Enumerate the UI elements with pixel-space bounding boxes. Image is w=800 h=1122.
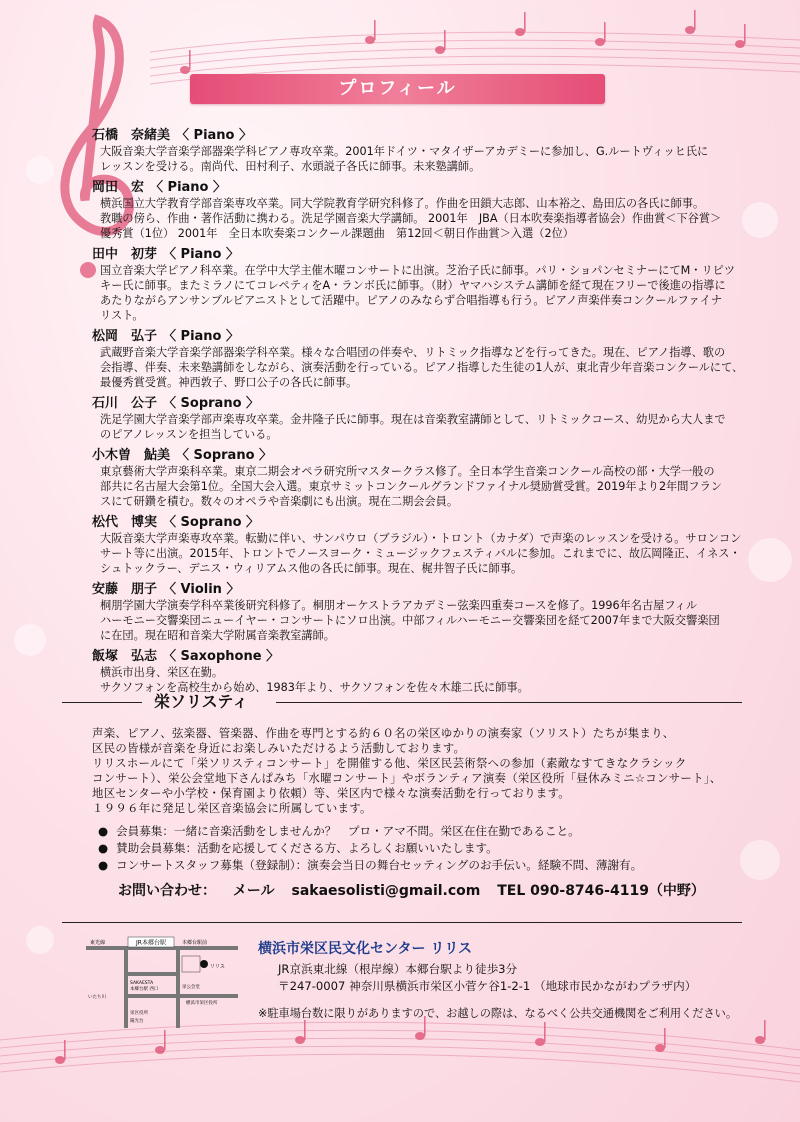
performer-name: 石川 公子: [92, 396, 158, 411]
page-title: プロフィール: [338, 78, 457, 99]
profile-item: [92, 329, 752, 390]
instrument-label: 〈 Piano 〉: [163, 247, 240, 262]
bullet-icon: ●: [98, 824, 109, 838]
instrument-label: 〈 Piano 〉: [176, 128, 253, 143]
parking-note: ※駐車場台数に限りがありますので、お越しの際は、なるべく公共交通機関をご利用ください。: [258, 1007, 738, 1020]
profile-item: [92, 515, 752, 576]
map-label: リリス: [210, 964, 225, 970]
map-label: 栄公会堂: [182, 985, 200, 990]
performer-name: 松岡 弘子: [92, 329, 158, 344]
performer-bio: 大阪音楽大学音楽学部器楽学科ピアノ専攻卒業。2001年ドイツ・マタイザーアカデミーに参加し、G.ルートヴィッヒ氏に レッスンを受ける。南尚代、田村利子、水頭説子各氏に師事。未来塾講師。: [100, 145, 709, 173]
instrument-label: 〈 Piano 〉: [150, 180, 227, 195]
performer-bio: 横浜市出身、栄区在勤。 サクソフォンを高校生から始め、1983年より、サクソフォンを佐々木雄二氏に師事。: [100, 666, 529, 694]
performer-name: 田中 初芽: [92, 247, 158, 262]
profile-item: [92, 396, 752, 442]
map-label: いたち川: [88, 995, 106, 1000]
performer-name: 岡田 宏: [92, 180, 145, 195]
profile-item: [92, 448, 752, 509]
contact-label: お問い合わせ：: [118, 883, 216, 899]
contact-info: [118, 881, 717, 901]
profile-item: [92, 582, 752, 643]
bullet-icon: ●: [98, 841, 109, 855]
performer-bio: 大阪音楽大学声楽専攻卒業。転勤に伴い、サンパウロ（ブラジル）・トロント（カナダ）で声楽のレッスンを受ける。サロンコン サート等に出演。2015年、トロントでノースヨーク・ミュージックフェスティバルに参加。これまでに、故広岡隆正、イネス・ シュトックラー、デニス・ウィリアムス他の各氏に師事。現在、梶井智子氏に師事。: [100, 532, 742, 575]
performer-name: 安藤 朋子: [92, 582, 158, 597]
email-address[interactable]: sakaesolisti@gmail.com: [291, 883, 481, 899]
instrument-label: 〈 Soprano 〉: [163, 396, 260, 411]
performer-name: 飯塚 弘志: [92, 649, 158, 664]
phone-number[interactable]: TEL 090-8746-4119（中野）: [497, 883, 705, 899]
venue-name: 横浜市栄区民文化センター リリス: [258, 941, 473, 957]
map-label: 本郷台駅 西口: [130, 987, 159, 992]
performer-name: 石橋 奈緒美: [92, 128, 171, 143]
profile-list: [92, 128, 752, 701]
group-description: 声楽、ピアノ、弦楽器、管楽器、作曲を専門とする約６０名の栄区ゆかりの演奏家（ソリスト）たちが集まり、 区民の皆様が音楽を身近にお楽しみいただけるよう活動しております。 リリスホールにて「栄ソリスティコンサート」を開催する他、栄区民芸術祭への参加（素敵なすてきなクラシック コンサート）、栄公会堂地下さんぱみち「水曜コンサート」やボランティア演奏（栄区役所「昼休みミニ☆コンサート」、 地区センターや小学校・保育園より依頼）等、栄区内で様々な演奏活動を行っております。 １９９６年に発足し栄区音楽協会に所属しています。: [92, 726, 722, 815]
map-label: 横浜市栄区役所: [186, 1001, 218, 1006]
divider-line: [276, 702, 742, 703]
performer-bio: 武蔵野音楽大学音楽学部器楽学科卒業。様々な合唱団の伴奏や、リトミック指導などを行ってきた。現在、ピアノ指導、歌の 会指導、伴奏、未来塾講師をしながら、演奏活動を行っている。ピアノ指導した生徒の1人が、東北青少年音楽コンクールにて、 最優秀賞受賞。神西敦子、野口公子の各氏に師事。: [100, 346, 744, 389]
list-item: [98, 857, 758, 874]
list-item: [98, 840, 758, 857]
venue-access: JR京浜東北線（根岸線）本郷台駅より徒歩3分: [278, 962, 518, 976]
profile-item: [92, 128, 752, 174]
performer-bio: 洗足学園大学音楽学部声楽専攻卒業。金井隆子氏に師事。現在は音楽教室講師として、リトミックコース、幼児から大人まで のピアノレッスンを担当している。: [100, 413, 726, 441]
list-item: [98, 823, 758, 840]
map-label: 陽光台: [130, 1019, 144, 1024]
map-label: SAKAESTA: [130, 981, 154, 986]
map-station-label: JR本郷台駅: [136, 939, 166, 947]
instrument-label: 〈 Violin 〉: [163, 582, 240, 597]
list-item-text: 賛助会員募集：活動を応援してくださる方、よろしくお願いいたします。: [116, 841, 498, 855]
profile-item: [92, 649, 752, 695]
section-title: 栄ソリスティ: [154, 692, 249, 711]
instrument-label: 〈 Saxophone 〉: [163, 649, 280, 664]
profile-item: [92, 247, 752, 323]
access-map: [86, 934, 238, 1028]
performer-bio: 桐朋学園大学演奏学科卒業後研究科修了。桐朋オーケストラアカデミー弦楽四重奏コースを修了。1996年名古屋フィル ハーモニー交響楽団ニューイヤー・コンサートにソロ出演。中部フィルハーモニー交響楽団を経て2007年まで大阪交響楽団 に在団。現在昭和音楽大学附属音楽教室講師。: [100, 599, 720, 642]
performer-name: 松代 博実: [92, 515, 158, 530]
performer-name: 小木曽 鮎美: [92, 448, 171, 463]
map-label: 栄区役所: [130, 1011, 148, 1016]
map-label: 本郷台駅前: [182, 940, 208, 946]
performer-bio: 国立音楽大学ピアノ科卒業。在学中大学主催木曜コンサートに出演。芝治子氏に師事。パリ・ショパンセミナーにてM・リピツ キー氏に師事。またミラノにてコレペティをA・ランボ氏に師事。（財）ヤマハシステム講師を経て現在フリーで後進の指導に あたりながらアンサンブルピアニストとして活躍中。ピアノのみならず合唱指導も行う。ピアノ声楽伴奏コンクールファイナ リスト。: [100, 264, 736, 322]
performer-bio: 横浜国立大学教育学部音楽専攻卒業。同大学院教育学研究科修了。作曲を田鎖大志郎、山本裕之、島田広の各氏に師事。 教職の傍ら、作曲・著作活動に携わる。洗足学園音楽大学講師。 2001年 JBA（日本吹奏楽指導者協会）作曲賞＜下谷賞＞ 優秀賞（1位） 2001年 全日本吹奏楽コンクール課題曲 第12回＜朝日作曲賞＞入選（2位）: [100, 197, 722, 240]
profile-item: [92, 180, 752, 241]
instrument-label: 〈 Soprano 〉: [163, 515, 260, 530]
divider-line: [62, 702, 142, 703]
recruitment-list: [98, 823, 758, 874]
instrument-label: 〈 Piano 〉: [163, 329, 240, 344]
venue-address: 〒247-0007 神奈川県横浜市栄区小菅ケ谷1-2-1 （地球市民かながわプラザ内）: [278, 979, 697, 993]
section-header: [62, 690, 742, 714]
map-label: 東光線: [90, 940, 106, 946]
performer-bio: 東京藝術大学声楽科卒業。東京二期会オペラ研究所マスタークラス修了。全日本学生音楽コンクール高校の部・大学一般の 部共に名古屋大会第1位。全国大会入選。東京サミットコンクールグランドファイナル奨励賞受賞。2019年より2年間フラン スにて研鑽を積む。数々のオペラや音楽劇にも出演。現在二期会会員。: [100, 465, 722, 508]
footer-divider: [62, 922, 742, 923]
bullet-icon: ●: [98, 858, 109, 872]
list-item-text: 会員募集：一緒に音楽活動をしませんか？ プロ・アマ不問。栄区在住在勤であること。: [116, 824, 580, 838]
list-item-text: コンサートスタッフ募集（登録制）：演奏会当日の舞台セッティングのお手伝い。経験不問、薄謝有。: [116, 858, 643, 872]
email-label: メール: [232, 883, 275, 899]
instrument-label: 〈 Soprano 〉: [176, 448, 273, 463]
